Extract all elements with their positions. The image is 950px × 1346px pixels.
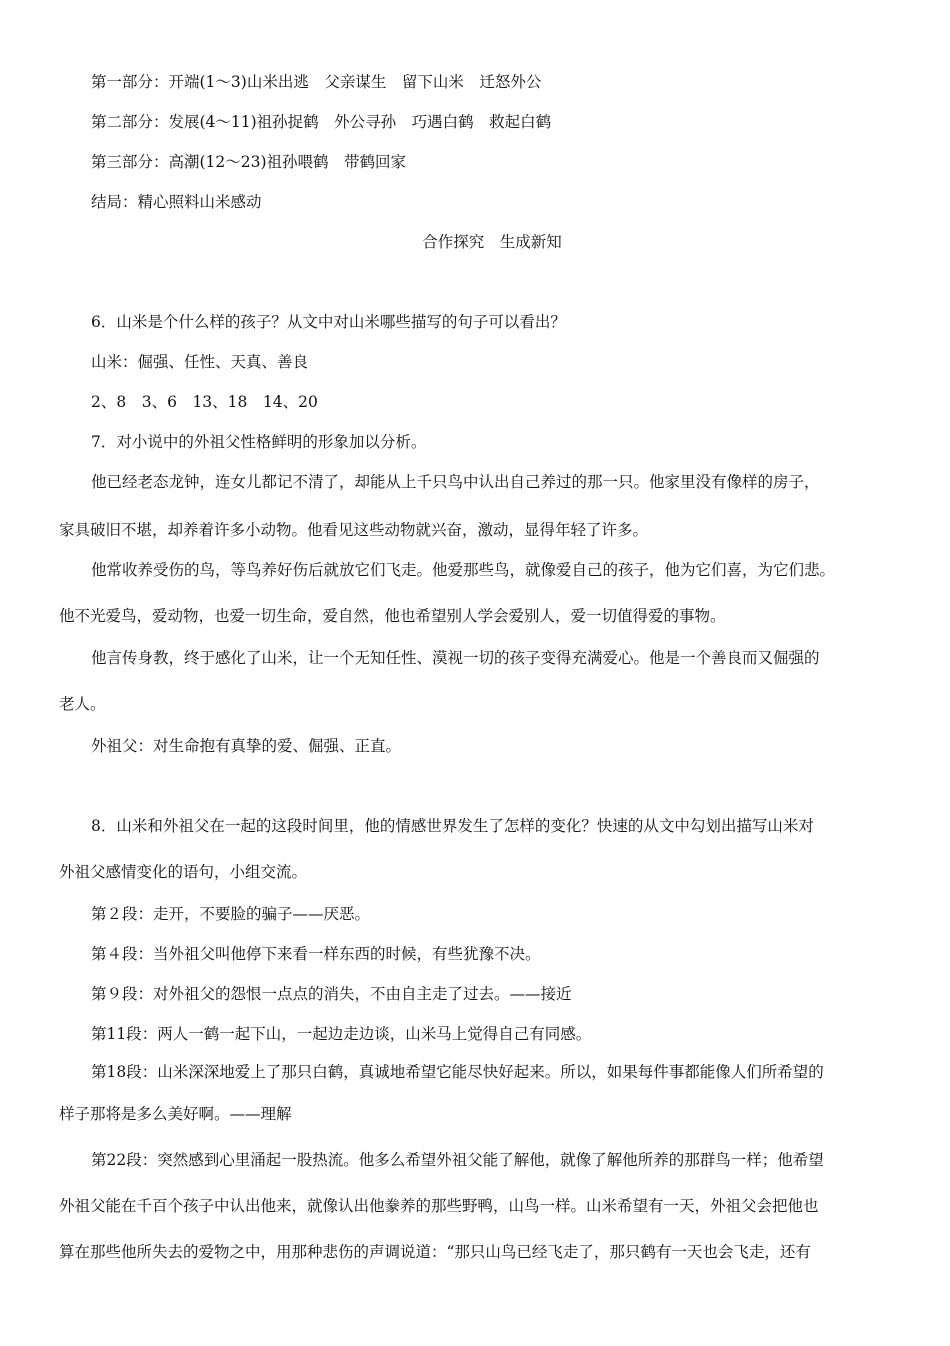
q8-para22-line3: 算在那些他所失去的爱物之中，用那种悲伤的声调说道：“那只山鸟已经飞走了，那只鹤有一天也会飞走，还有	[59, 1243, 811, 1261]
q7-answer: 外祖父：对生命抱有真挚的爱、倔强、正直。	[91, 737, 402, 755]
q8-para11: 第11段：两人一鹤一起下山，一起边走边谈，山米马上觉得自己有同感。	[91, 1025, 592, 1043]
q7-para3-line2: 老人。	[59, 695, 106, 713]
q8-para2: 第２段：走开，不要脸的骗子——厌恶。	[91, 905, 371, 923]
q7-para2-line1: 他常收养受伤的鸟，等鸟养好伤后就放它们飞走。他爱那些鸟，就像爱自己的孩子，他为它们喜，为它们悲。	[91, 561, 836, 579]
q7-para1-line1: 他已经老态龙钟，连女儿都记不清了，却能从上千只鸟中认出自己养过的那一只。他家里没有像样的房子，	[91, 473, 820, 491]
q8-para9: 第９段：对外祖父的怨恨一点点的消失，不由自主走了过去。——接近	[91, 985, 572, 1003]
q8-question-line2: 外祖父感情变化的语句，小组交流。	[59, 863, 308, 881]
q6-question: 6．山米是个什么样的孩子？从文中对山米哪些描写的句子可以看出？	[91, 313, 566, 331]
q8-para22-line1: 第22段：突然感到心里涌起一股热流。他多么希望外祖父能了解他，就像了解他所养的那群鸟一样；他希望	[91, 1151, 824, 1169]
q8-para18-line1: 第18段：山米深深地爱上了那只白鹤，真诚地希望它能尽快好起来。所以，如果每件事都能像人们所希望的	[91, 1063, 824, 1081]
q6-answer: 山米：倔强、任性、天真、善良	[91, 353, 309, 371]
q7-para3-line1: 他言传身教，终于感化了山米，让一个无知任性、漠视一切的孩子变得充满爱心。他是一个善良而又倔强的	[91, 649, 820, 667]
outline-part1: 第一部分：开端(1～3)山米出逃 父亲谋生 留下山米 迁怒外公	[91, 73, 542, 91]
outline-ending: 结局：精心照料山米感动	[91, 193, 262, 211]
q8-question-line1: 8．山米和外祖父在一起的这段时间里，他的情感世界发生了怎样的变化？快速的从文中勾划出描写山米对	[91, 817, 814, 835]
section-heading: 合作探究 生成新知	[422, 233, 562, 251]
q7-para2-line2: 他不光爱鸟，爱动物，也爱一切生命，爱自然，他也希望别人学会爱别人，爱一切值得爱的事物。	[59, 607, 726, 625]
q7-para1-line2: 家具破旧不堪，却养着许多小动物。他看见这些动物就兴奋，激动，显得年轻了许多。	[59, 521, 649, 539]
q8-para4: 第４段：当外祖父叫他停下来看一样东西的时候，有些犹豫不决。	[91, 945, 541, 963]
q8-para18-line2: 样子那将是多么美好啊。——理解	[59, 1105, 292, 1123]
outline-part3: 第三部分：高潮(12～23)祖孙喂鹤 带鹤回家	[91, 153, 407, 171]
q8-para22-line2: 外祖父能在千百个孩子中认出他来，就像认出他豢养的那些野鸭，山鸟一样。山米希望有一天，外祖父会把他也	[59, 1197, 819, 1215]
q6-refs: 2、8 3、6 13、18 14、20	[91, 393, 318, 411]
outline-part2: 第二部分：发展(4～11)祖孙捉鹤 外公寻孙 巧遇白鹤 救起白鹤	[91, 113, 552, 131]
q7-question: 7．对小说中的外祖父性格鲜明的形象加以分析。	[91, 433, 427, 451]
